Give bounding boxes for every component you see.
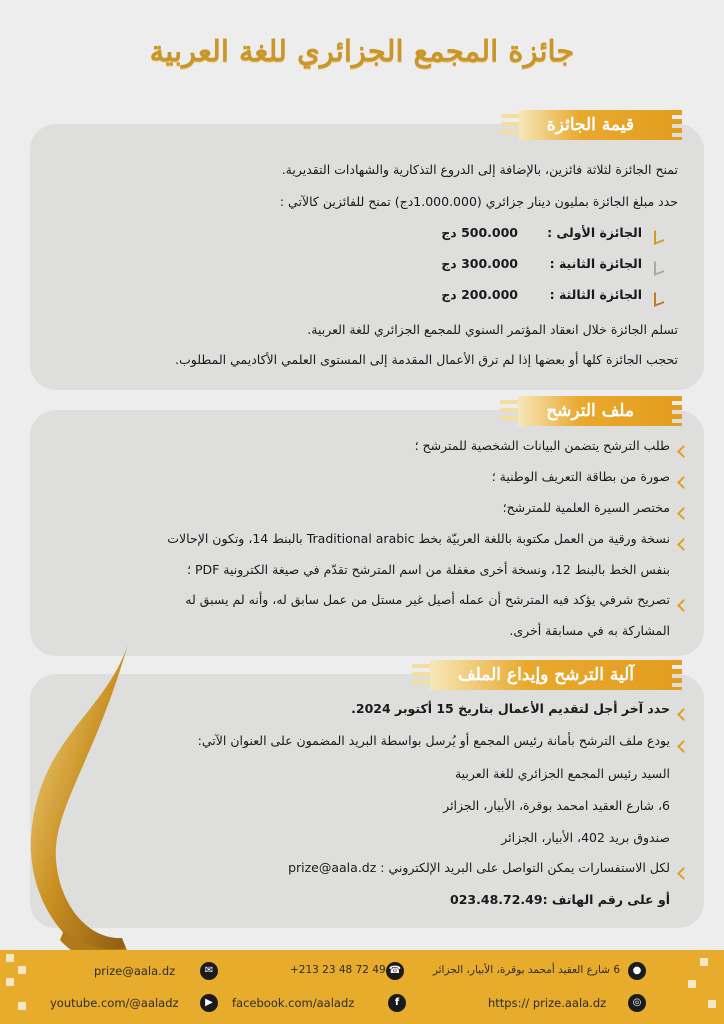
address-line: 6، شارع العقيد امحمد بوقرة، الأبيار، الجزائر [443,798,670,813]
prize-header: قيمة الجائزة [519,110,672,140]
page-title: جائزة المجمع الجزائري للغة العربية [149,34,575,68]
file-header: ملف الترشح [518,396,672,426]
footer-bar [0,950,724,1024]
location-icon: ● [628,962,646,980]
address-line: السيد رئيس المجمع الجزائري للغة العربية [454,766,670,781]
submission-header: آلية الترشح وإيداع الملف [430,660,672,690]
silver-mark-icon [654,258,664,276]
prize-first-amount: 500.000 دج [441,225,518,240]
prize-second-label: الجائزة الثانية : [549,256,642,271]
file-item: مختصر السيرة العلمية للمترشح؛ [502,500,670,515]
bullet-icon [677,507,690,520]
bullet-icon [677,740,690,753]
footer-email[interactable]: prize@aala.dz [94,964,176,978]
phone-icon: ☎ [386,962,404,980]
bullet-icon [677,476,690,489]
prize-first-label: الجائزة الأولى : [547,225,642,240]
email-icon: ✉ [200,962,218,980]
gold-mark-icon [654,227,664,245]
prize-third-label: الجائزة الثالثة : [549,287,642,302]
prize-intro: تمنح الجائزة لثلاثة فائزين، بالإضافة إلى الدروع التذكارية والشهادات التقديرية. [281,162,678,177]
prize-amount-line: حدد مبلغ الجائزة بمليون دينار جزائري (1.000.000دج) تمنح للفائزين كالآتي : [279,194,678,209]
file-item: نسخة ورقية من العمل مكتوبة باللغة العربيّة بخط Traditional arabic بالبنط 14، وتكون الإحالات [167,531,670,546]
footer-facebook[interactable]: facebook.com/aaladz [232,996,355,1010]
footer-website[interactable]: https:// prize.aala.dz [488,996,607,1010]
prize-note-ceremony: تسلم الجائزة خلال انعقاد المؤتمر السنوي للمجمع الجزائري للغة العربية. [307,322,678,337]
prize-note-withhold: تحجب الجائزة كلها أو بعضها إذا لم ترق الأعمال المقدمة إلى المستوى العلمي الأكاديمي المطلوب. [175,352,678,367]
file-item: تصريح شرفي يؤكد فيه المترشح أن عمله أصيل غير مستل من عمل سابق له، وأنه لم يسبق له [185,592,670,607]
bullet-icon [677,599,690,612]
file-item: طلب الترشح يتضمن البيانات الشخصية للمترشح ؛ [414,438,670,453]
bullet-icon [677,538,690,551]
youtube-icon[interactable]: ▶ [200,994,218,1012]
submission-deadline: حدد آخر أجل لتقديم الأعمال بتاريخ 15 أكتوبر 2024. [351,701,670,716]
footer-phone[interactable]: +213 23 48 72 49 [290,964,386,976]
prize-third-amount: 200.000 دج [441,287,518,302]
submission-contact: لكل الاستفسارات يمكن التواصل على البريد الإلكتروني : prize@aala.dz [288,860,670,875]
bullet-icon [677,708,690,721]
globe-icon: ◎ [628,994,646,1012]
file-panel [30,401,704,656]
bullet-icon [677,445,690,458]
prize-second-amount: 300.000 دج [441,256,518,271]
bullet-icon [677,867,690,880]
footer-address: 6 شارع العقيد أمحمد بوقرة، الأبيار، الجزائر [432,964,620,976]
footer-youtube[interactable]: youtube.com/@aaladz [50,996,179,1010]
facebook-icon[interactable]: f [388,994,406,1012]
file-item-continued: المشاركة به في مسابقة أخرى. [509,623,670,638]
address-line: صندوق بريد 402، الأبيار، الجزائر [501,830,670,845]
submission-phone: أو على رقم الهاتف :023.48.72.49 [450,892,670,907]
gold-ribbon-decoration [0,640,140,970]
prize-panel [30,115,704,390]
submission-deposit: يودع ملف الترشح بأمانة رئيس المجمع أو يُرسل بواسطة البريد المضمون على العنوان الآتي: [197,733,670,748]
file-item: صورة من بطاقة التعريف الوطنية ؛ [491,469,670,484]
bronze-mark-icon [654,289,664,307]
file-item-continued: بنفس الخط بالبنط 12، ونسخة أخرى مغفلة من اسم المترشح تقدّم في صيغة الكترونية PDF ؛ [187,562,670,577]
